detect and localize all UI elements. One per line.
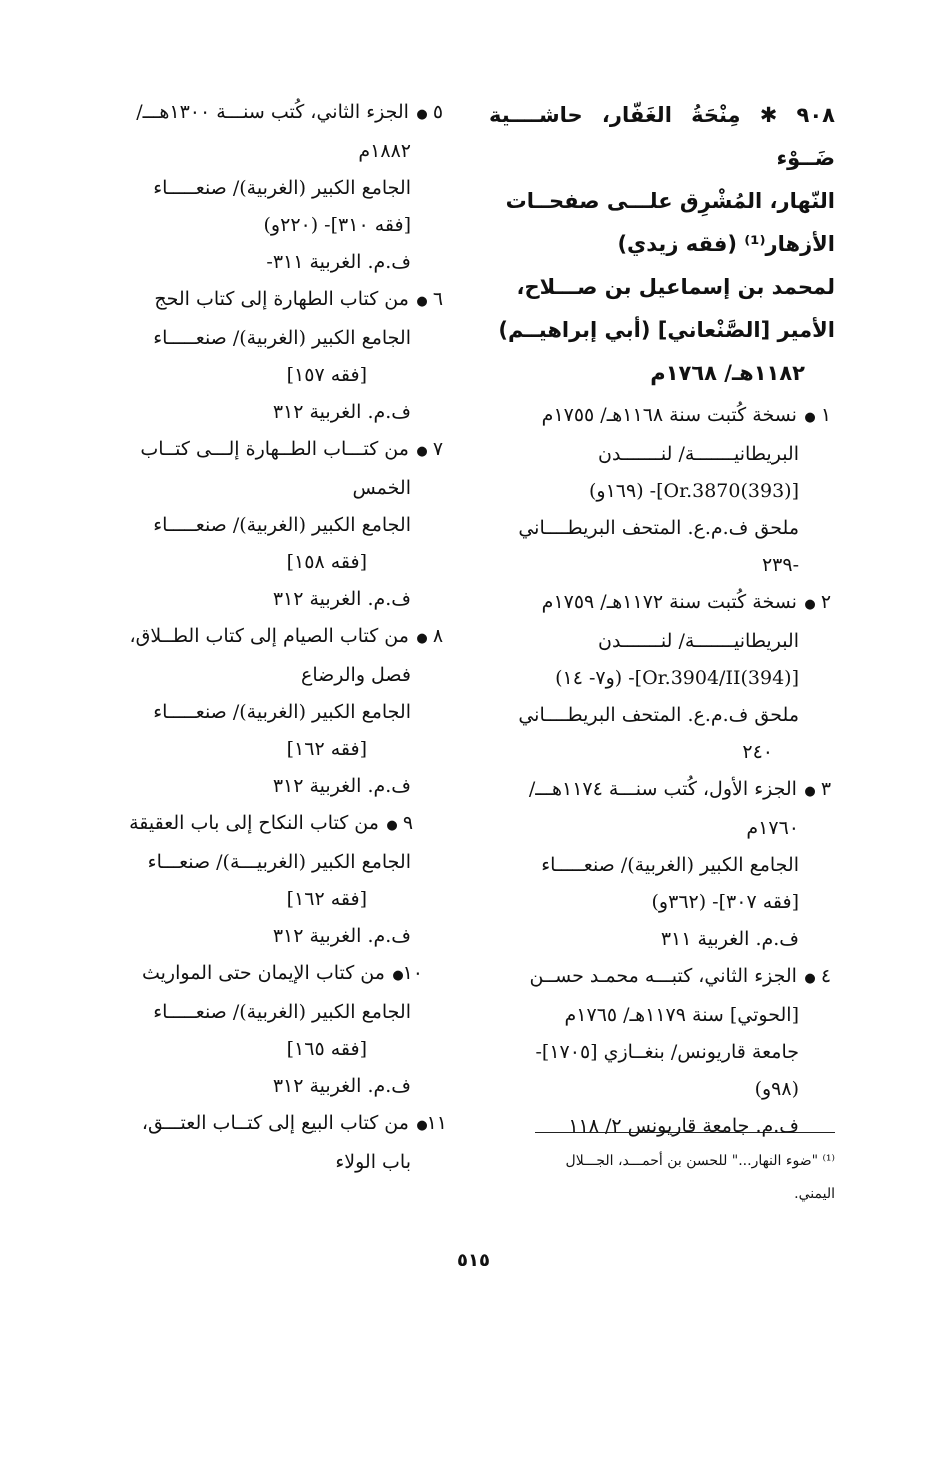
manuscript-entry: [102, 805, 447, 955]
entry-line: الجزء الأول، كُتب سنـــة ١١٧٤هـــ/: [528, 778, 797, 800]
bullet-icon: ●: [386, 818, 398, 833]
entry-line: الخمس: [352, 477, 411, 499]
bullet-icon: ●: [416, 1118, 428, 1133]
entry-line: [فقه ٣١٠]- (٢٢٠و): [263, 214, 411, 236]
entry-line: الجامع الكبير (الغربية)/ صنعـــــاء: [153, 177, 411, 199]
entry-line: [الحوتي] سنة ١١٧٩هـ/ ١٧٦٥م: [564, 1004, 799, 1026]
manuscript-entry: [102, 281, 447, 431]
title-line: ٩٠٨ ✱ مِنْحَةُ الغَفّار، حاشــــية ضَــوْء: [489, 103, 835, 170]
footnote-line: ⁽¹⁾ "ضوء النهار..." للحسن بن أحمـــد، الجـــلال: [565, 1153, 835, 1169]
entry-line: فصل والرضاع: [301, 664, 411, 686]
entry-line: من كتاب الإيمان حتى المواريث: [141, 962, 385, 984]
bullet-icon: ●: [416, 631, 428, 646]
entry-line: الجزء الثاني، كُتب سنـــة ١٣٠٠هـــ/: [136, 101, 409, 123]
footnote-divider: [535, 1132, 835, 1133]
entry-line: ف.م. الغربية ٣١٢: [272, 1075, 411, 1097]
entry-number: ٤: [820, 965, 832, 987]
bullet-icon: ●: [804, 784, 816, 799]
entry-line: ف.م. الغربية ٣١٢: [272, 401, 411, 423]
entry-line: ف.م. جامعة قاريونس ٢/ ١١٨: [568, 1115, 799, 1137]
entry-line: ف.م. الغربية ٣١٢: [272, 925, 411, 947]
entry-line: [فقه ٣٠٧]- (٣٦٢و): [651, 891, 799, 913]
entry-line: [(393)Or.3870]- (١٦٩و): [589, 480, 799, 502]
entry-line: من كتاب البيع إلى كتــاب العتـــق،: [141, 1112, 409, 1134]
entry-number: ٦: [432, 288, 444, 310]
left-column: [102, 94, 447, 1181]
entry-line: من كتـــاب الطــهارة إلـــى كتــاب: [140, 438, 409, 460]
right-column: [489, 94, 835, 1145]
entry-line: ف.م. الغربية ٣١٢: [272, 588, 411, 610]
manuscript-entry: [102, 1105, 447, 1181]
entry-line: [فقه ١٥٨]: [286, 551, 367, 573]
entry-line: ف.م. الغربية ٣١١: [660, 928, 799, 950]
entry-line: ملحق ف.م.ع. المتحف البريطــــاني: [518, 517, 799, 539]
entry-line: من كتاب النكاح إلى باب العقيقة: [129, 812, 379, 834]
bullet-icon: ●: [804, 597, 816, 612]
entry-line: جامعة قاريونس/ بنغــازي [١٧٠٥]-: [535, 1041, 799, 1063]
entry-line: -٢٣٩: [761, 554, 799, 576]
manuscript-entry: [102, 618, 447, 805]
manuscript-entry: [102, 955, 447, 1105]
entry-line: [فقه ١٦٥]: [286, 1038, 367, 1060]
bullet-icon: ●: [416, 107, 428, 122]
entry-line: [(394)Or.3904/II]- (و٧- ١٤): [555, 667, 799, 689]
manuscript-entry: [489, 584, 835, 771]
entry-line: الجامع الكبير (الغربية)/ صنعـــــاء: [153, 1001, 411, 1023]
entry-line: الجامع الكبير (الغربية)/ صنعـــــاء: [153, 514, 411, 536]
bullet-icon: ●: [416, 294, 428, 309]
manuscript-entry: [102, 431, 447, 618]
page-number: ٥١٥: [457, 1250, 490, 1271]
manuscript-entry: [489, 771, 835, 958]
entry-number: ٧: [432, 438, 444, 460]
entry-line: ف.م. الغربية ٣١١-: [266, 251, 411, 273]
entry-line: الجزء الثاني، كتبـــه محمـد حســن: [529, 965, 797, 987]
title-line: الأمير [الصَّنْعاني] (أبي إبراهيــم): [498, 318, 835, 342]
entry-number: ١١: [426, 1112, 447, 1134]
entry-number: ١٠: [402, 962, 423, 984]
manuscript-entry: [489, 958, 835, 1145]
entry-line: ف.م. الغربية ٣١٢: [272, 775, 411, 797]
title-line: لمحمد بن إسماعيل بن صـــلاح،: [516, 275, 835, 299]
entry-number: ٩: [402, 812, 414, 834]
entry-line: من كتاب الصيام إلى كتاب الطــلاق،: [129, 625, 409, 647]
title-line: ١١٨٢هـ/ ١٧٦٨م: [650, 361, 805, 385]
footnote-line: اليمني.: [794, 1186, 835, 1202]
entry-line: باب الولاء: [335, 1151, 411, 1173]
bullet-icon: ●: [804, 971, 816, 986]
entry-line: ١٨٨٢م: [358, 140, 411, 162]
entry-line: [فقه ١٦٢]: [286, 888, 367, 910]
entry-line: [فقه ١٦٢]: [286, 738, 367, 760]
manuscript-entry: [102, 94, 447, 281]
entry-line: من كتاب الطهارة إلى كتاب الحج: [154, 288, 409, 310]
entry-line: ١٧٦٠م: [746, 817, 799, 839]
bullet-icon: ●: [416, 444, 428, 459]
entry-line: ٢٤٠: [742, 741, 773, 763]
entry-line: ملحق ف.م.ع. المتحف البريطــــاني: [518, 704, 799, 726]
entry-title: [489, 94, 835, 395]
manuscript-entry: [489, 397, 835, 584]
entry-line: [فقه ١٥٧]: [286, 364, 367, 386]
entry-number: ٨: [432, 625, 444, 647]
entry-number: ١: [820, 404, 832, 426]
entry-line: نسخة كُتبت سنة ١١٦٨هـ/ ١٧٥٥م: [541, 404, 797, 426]
title-line: الأزهار⁽¹⁾ (فقه زيدي): [617, 232, 835, 256]
entry-line: نسخة كُتبت سنة ١١٧٢هـ/ ١٧٥٩م: [541, 591, 797, 613]
entry-number: ٥: [432, 101, 444, 123]
entry-number: ٣: [820, 778, 832, 800]
entry-line: البريطانيـــــــة/ لنـــــــدن: [598, 443, 799, 465]
bullet-icon: ●: [392, 968, 404, 983]
entry-number: ٢: [820, 591, 832, 613]
entry-line: (٩٨و): [754, 1078, 799, 1100]
entry-line: الجامع الكبير (الغربية)/ صنعـــــاء: [541, 854, 799, 876]
bullet-icon: ●: [804, 410, 816, 425]
entry-line: الجامع الكبير (الغربيـــة)/ صنعـــاء: [147, 851, 411, 873]
entry-line: الجامع الكبير (الغربية)/ صنعـــــاء: [153, 701, 411, 723]
footnote: [489, 1145, 835, 1211]
entry-line: الجامع الكبير (الغربية)/ صنعـــــاء: [153, 327, 411, 349]
entry-line: البريطانيـــــــة/ لنـــــــدن: [598, 630, 799, 652]
title-line: النّهار، المُشْرِق علـــى صفحــات: [505, 189, 835, 213]
